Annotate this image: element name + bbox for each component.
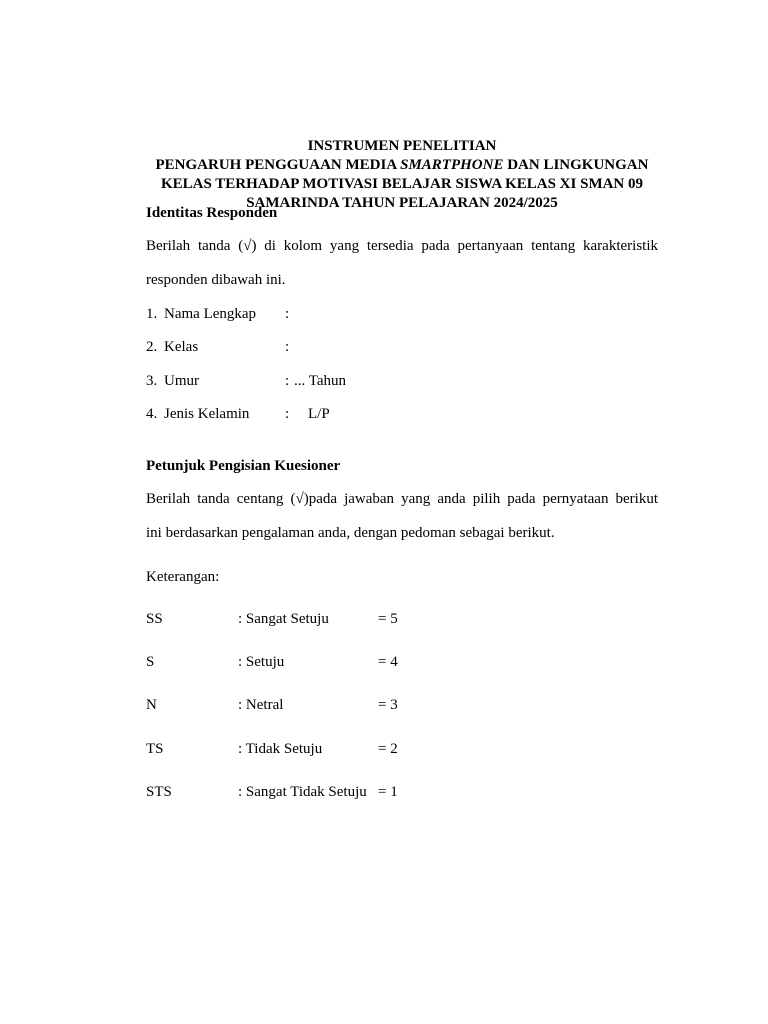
field-number: 2.	[146, 339, 158, 355]
scale-description: : Netral	[238, 697, 284, 713]
field-label: Kelas	[164, 339, 199, 355]
scale-description: : Tidak Setuju	[238, 741, 323, 757]
field-separator: :	[285, 373, 290, 389]
identitas-heading: Identitas Responden	[146, 205, 278, 221]
field-separator: :	[285, 406, 290, 422]
identitas-instruction-line-1: Berilah tanda (√) di kolom yang tersedia pada pertanyaan tentang karakteristik	[146, 238, 658, 254]
title-line-4: SAMARINDA TAHUN PELAJARAN 2024/2025	[246, 195, 558, 211]
scale-score: = 3	[378, 697, 398, 713]
field-separator: :	[285, 306, 290, 322]
scale-code: N	[146, 697, 157, 713]
petunjuk-heading: Petunjuk Pengisian Kuesioner	[146, 458, 341, 474]
scale-score: = 2	[378, 741, 398, 757]
scale-code: SS	[146, 611, 163, 627]
field-label: Jenis Kelamin	[164, 406, 250, 422]
document-title	[146, 137, 658, 213]
petunjuk-line-1: Berilah tanda centang (√)pada jawaban yang anda pilih pada pernyataan berikut	[146, 491, 658, 507]
scale-score: = 1	[378, 784, 398, 800]
scale-code: S	[146, 654, 155, 670]
title-line-2-emphasis: SMARTPHONE	[400, 157, 504, 173]
field-separator: :	[285, 339, 290, 355]
field-value: ... Tahun	[294, 373, 347, 389]
title-line-3: KELAS TERHADAP MOTIVASI BELAJAR SISWA KELAS XI SMAN 09	[160, 176, 644, 192]
keterangan-label: Keterangan:	[146, 569, 220, 585]
scale-description: : Sangat Tidak Setuju	[238, 784, 367, 800]
scale-description: : Setuju	[238, 654, 285, 670]
title-line-1: INSTRUMEN PENELITIAN	[307, 138, 497, 154]
scale-score: = 4	[378, 654, 398, 670]
field-label: Umur	[164, 373, 199, 389]
scale-code: STS	[146, 784, 172, 800]
field-value: L/P	[308, 406, 330, 422]
scale-score: = 5	[378, 611, 398, 627]
scale-code: TS	[146, 741, 164, 757]
title-line-2	[146, 156, 658, 175]
title-line-2-start: PENGARUH PENGGUAAN MEDIA	[155, 157, 401, 173]
field-number: 1.	[146, 306, 158, 322]
field-label: Nama Lengkap	[164, 306, 257, 322]
title-line-2-end: DAN LINGKUNGAN	[503, 157, 649, 173]
identitas-instruction-line-2: responden dibawah ini.	[146, 272, 286, 288]
field-number: 4.	[146, 406, 158, 422]
field-number: 3.	[146, 373, 158, 389]
petunjuk-line-2: ini berdasarkan pengalaman anda, dengan pedoman sebagai berikut.	[146, 525, 555, 541]
scale-description: : Sangat Setuju	[238, 611, 329, 627]
